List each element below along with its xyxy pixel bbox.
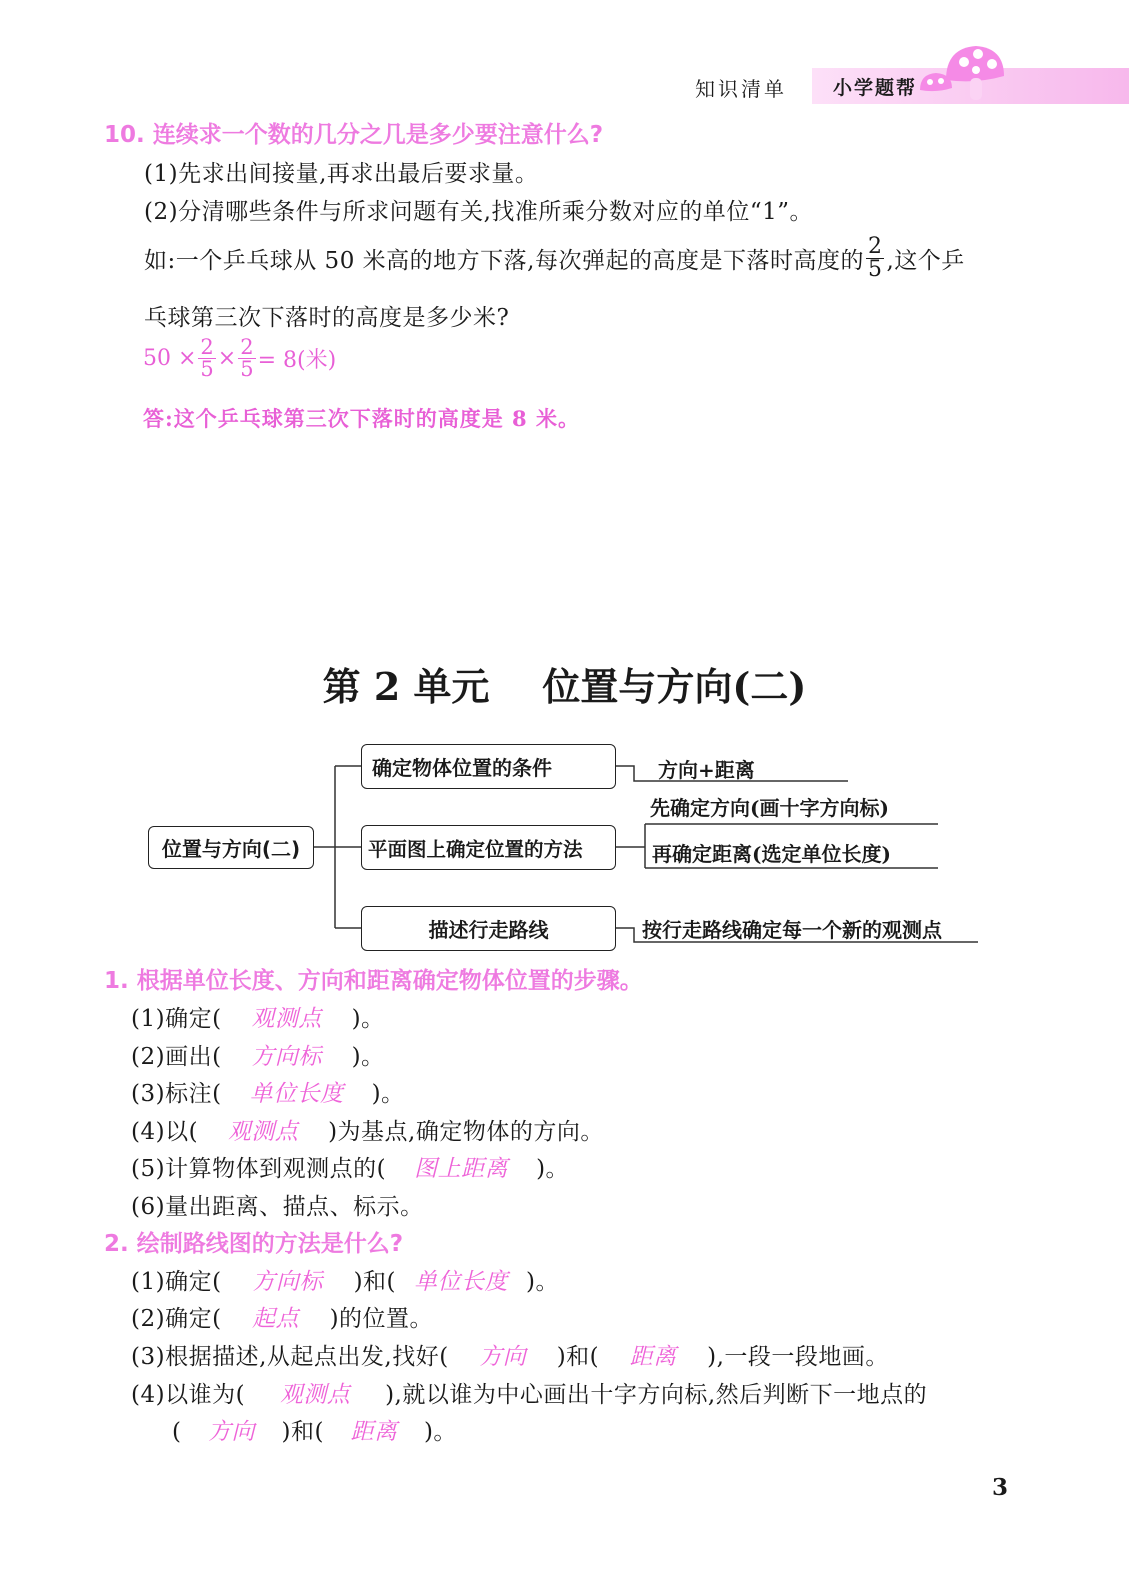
q10-example-part1: 如:一个乒乓球从 50 米高的地方下落,每次弹起的高度是下落时高度的 <box>144 248 864 274</box>
item-prefix: (4)以谁为( <box>131 1382 246 1408</box>
item-suffix: )。 <box>536 1156 570 1182</box>
item-prefix: (1)确定( <box>131 1269 222 1295</box>
q1-item-6: (6)量出距离、描点、标示。 <box>131 1194 424 1220</box>
item-middle: )和( <box>353 1269 397 1295</box>
q10-example-line-2: 乓球第三次下落时的高度是多少米? <box>144 305 510 331</box>
answer-blank: 观测点 <box>251 1006 322 1032</box>
mindmap-branch-2-label: 平面图上确定位置的方法 <box>368 837 583 861</box>
unit-title: 第 2 单元 位置与方向(二) <box>322 664 807 709</box>
answer-blank: 图上距离 <box>414 1156 509 1182</box>
fraction-denominator: 5 <box>200 357 214 381</box>
answer-blank: 单位长度 <box>249 1081 344 1107</box>
mindmap-leaf-direction-first: 先确定方向(画十字方向标) <box>650 796 889 820</box>
mindmap-leaf-direction-distance: 方向+距离 <box>658 758 755 782</box>
item-prefix: (2)画出( <box>131 1044 222 1070</box>
item-middle: )和( <box>556 1344 600 1370</box>
page-number: 3 <box>992 1474 1009 1501</box>
mindmap-branch-2 <box>361 825 616 870</box>
mindmap-leaf-observation-point: 按行走路线确定每一个新的观测点 <box>642 918 942 942</box>
mindmap-root-label: 位置与方向(二) <box>161 837 301 861</box>
header-brand: 小学题帮 <box>833 77 918 99</box>
item-suffix: )。 <box>351 1006 385 1032</box>
q10-point-2: (2)分清哪些条件与所求问题有关,找准所乘分数对应的单位“1”。 <box>144 199 814 225</box>
answer-blank: 方向 <box>479 1344 527 1370</box>
fraction-denominator: 5 <box>240 357 254 381</box>
item-prefix: (3)标注( <box>131 1081 222 1107</box>
answer-blank: 方向 <box>207 1419 255 1445</box>
item-suffix: )。 <box>423 1419 457 1445</box>
q2-line-4 <box>131 1376 927 1409</box>
q1-item-3 <box>131 1075 405 1108</box>
item-prefix: ( <box>172 1419 182 1445</box>
mindmap-branch-1-label: 确定物体位置的条件 <box>372 756 552 780</box>
q10-title: 10. 连续求一个数的几分之几是多少要注意什么? <box>104 122 604 148</box>
fraction-numerator: 2 <box>240 335 254 359</box>
item-prefix: (3)根据描述,从起点出发,找好( <box>131 1344 449 1370</box>
mindmap-root <box>148 826 314 869</box>
answer-blank: 起点 <box>252 1306 300 1332</box>
formula-times: × <box>217 346 237 371</box>
q10-example-part2: ,这个乒 <box>886 248 965 274</box>
item-suffix: ),一段一段地画。 <box>707 1344 889 1370</box>
q1-item-1 <box>131 1000 385 1033</box>
item-prefix: (2)确定( <box>131 1306 222 1332</box>
q10-answer: 答:这个乒乓球第三次下落时的高度是 8 米。 <box>143 406 580 431</box>
q1-item-2 <box>131 1038 385 1071</box>
mindmap-branch-3-label: 描述行走路线 <box>428 918 549 942</box>
answer-blank: 方向标 <box>252 1269 323 1295</box>
fraction-numerator: 2 <box>200 335 214 359</box>
q1-item-5 <box>131 1150 569 1183</box>
item-suffix: )。 <box>371 1081 405 1107</box>
item-suffix: ),就以谁为中心画出十字方向标,然后判断下一地点的 <box>385 1382 928 1408</box>
fraction-numerator: 2 <box>867 234 883 259</box>
formula-end: = 8(米) <box>257 348 337 373</box>
mindmap-branch-1 <box>361 744 616 789</box>
mindmap-leaf-distance-next: 再确定距离(选定单位长度) <box>652 842 891 866</box>
header-left-label: 知识清单 <box>695 77 787 101</box>
item-suffix: )。 <box>526 1269 559 1295</box>
item-prefix: (5)计算物体到观测点的( <box>131 1156 387 1182</box>
q1-title: 1. 根据单位长度、方向和距离确定物体位置的步骤。 <box>104 968 643 994</box>
answer-blank: 单位长度 <box>414 1269 509 1295</box>
answer-blank: 观测点 <box>227 1119 299 1145</box>
q2-line-3 <box>131 1338 889 1371</box>
q10-point-1: (1)先求出间接量,再求出最后要求量。 <box>144 161 539 187</box>
fraction-denominator: 5 <box>867 257 883 282</box>
item-prefix: (4)以( <box>131 1119 199 1145</box>
mindmap-branch-3 <box>361 906 616 951</box>
item-suffix: )。 <box>351 1044 385 1070</box>
q1-item-4 <box>131 1113 604 1146</box>
q2-line-5 <box>172 1413 457 1446</box>
item-middle: )和( <box>281 1419 324 1445</box>
item-suffix: )为基点,确定物体的方向。 <box>328 1119 604 1145</box>
formula-start: 50 × <box>143 346 197 371</box>
answer-blank: 方向标 <box>251 1044 322 1070</box>
q2-title: 2. 绘制路线图的方法是什么? <box>104 1231 404 1257</box>
answer-blank: 距离 <box>629 1344 677 1370</box>
item-prefix: (1)确定( <box>131 1006 222 1032</box>
answer-blank: 观测点 <box>279 1382 351 1408</box>
item-suffix: )的位置。 <box>329 1306 434 1332</box>
q2-line-2 <box>131 1300 433 1333</box>
answer-blank: 距离 <box>350 1419 398 1445</box>
q2-line-1 <box>131 1263 559 1296</box>
